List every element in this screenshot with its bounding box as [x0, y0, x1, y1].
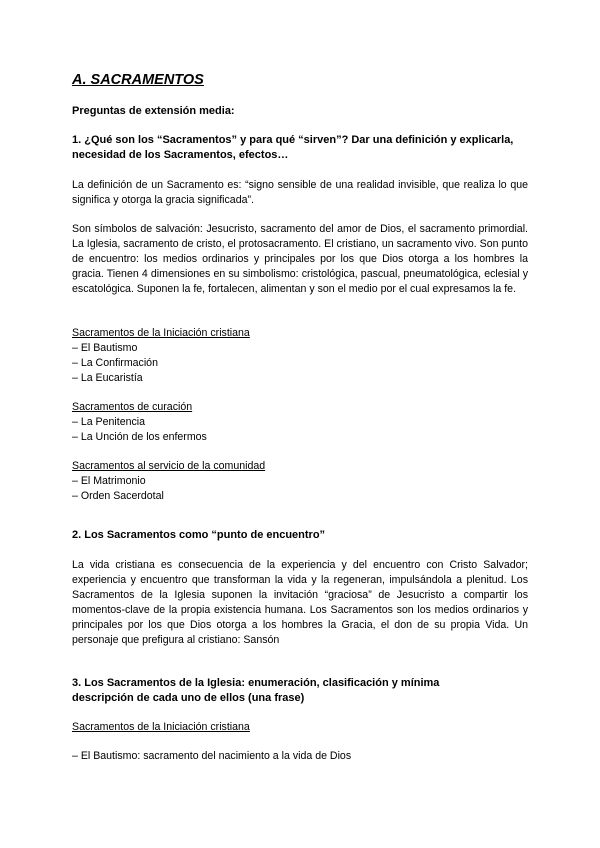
question-3-group-title: Sacramentos de la Iniciación cristiana	[72, 721, 250, 733]
question-3-heading	[72, 676, 542, 706]
list-item: – La Penitencia	[72, 416, 146, 428]
question-2-paragraph: La vida cristiana es consecuencia de la experiencia y del encuentro con Cristo Salvador; experiencia y encuentro que transforman la vida y la regeneran, impulsándola a plenitud. Los Sacramentos de la Iglesia suponen la invitación “graciosa” de Jesucristo a compartir los momentos-clave de la propia existencia humana. Los Sacramentos son los medios ordinarios y principales por los que Dios otorga a los hombres la Gracia, el don de su propia Vida. Un personaje que prefigura al cristiano: Sansón	[72, 559, 528, 646]
list-item: – El Bautismo: sacramento del nacimiento a la vida de Dios	[72, 750, 352, 762]
page-title: A. SACRAMENTOS	[72, 72, 204, 88]
question-1-explanation: Son símbolos de salvación: Jesucristo, sacramento del amor de Dios, el sacramento primordial. La Iglesia, sacramento de cristo, el protosacramento. El cristiano, un sacramento vivo. Son punto de encuentro: los medios ordinarios y principales por los que Dios otorga a los hombres la gracia. Tienen 4 dimensiones en su simbolismo: cristológica, pascual, pneumatológica, eclesial y escatológica. Suponen la fe, fortalecen, alimentan y son el medio por el cual expresamos la fe.	[72, 223, 528, 295]
list-item: – La Unción de los enfermos	[72, 430, 207, 443]
list-item: – Orden Sacerdotal	[72, 489, 164, 502]
group-title: Sacramentos de curación	[72, 401, 193, 413]
question-1-heading	[72, 133, 542, 163]
question-2-heading: 2. Los Sacramentos como “punto de encuentro”	[72, 529, 326, 541]
question-1-definition: La definición de un Sacramento es: “signo sensible de una realidad invisible, que realiza lo que significa y otorga la gracia significada”.	[72, 179, 528, 206]
sacrament-group-initiation	[72, 323, 250, 385]
list-item: – El Bautismo	[72, 342, 138, 354]
subtitle: Preguntas de extensión media:	[72, 105, 235, 117]
list-item: – La Eucaristía	[72, 371, 143, 384]
sacrament-group-healing	[72, 397, 207, 445]
group-title: Sacramentos de la Iniciación cristiana	[72, 327, 250, 339]
list-item: – El Matrimonio	[72, 475, 146, 487]
question-1-heading-line-2: necesidad de los Sacramentos, efectos…	[72, 149, 289, 161]
question-1-heading-line-1: 1. ¿Qué son los “Sacramentos” y para qué “sirven”? Dar una definición y explicarla,	[72, 134, 514, 146]
question-3-heading-line-2: descripción de cada uno de ellos (una frase)	[72, 692, 305, 704]
question-3-heading-line-1: 3. Los Sacramentos de la Iglesia: enumeración, clasificación y mínima	[72, 677, 440, 689]
sacrament-group-service	[72, 456, 265, 504]
list-item: – La Confirmación	[72, 356, 158, 369]
group-title: Sacramentos al servicio de la comunidad	[72, 460, 266, 472]
